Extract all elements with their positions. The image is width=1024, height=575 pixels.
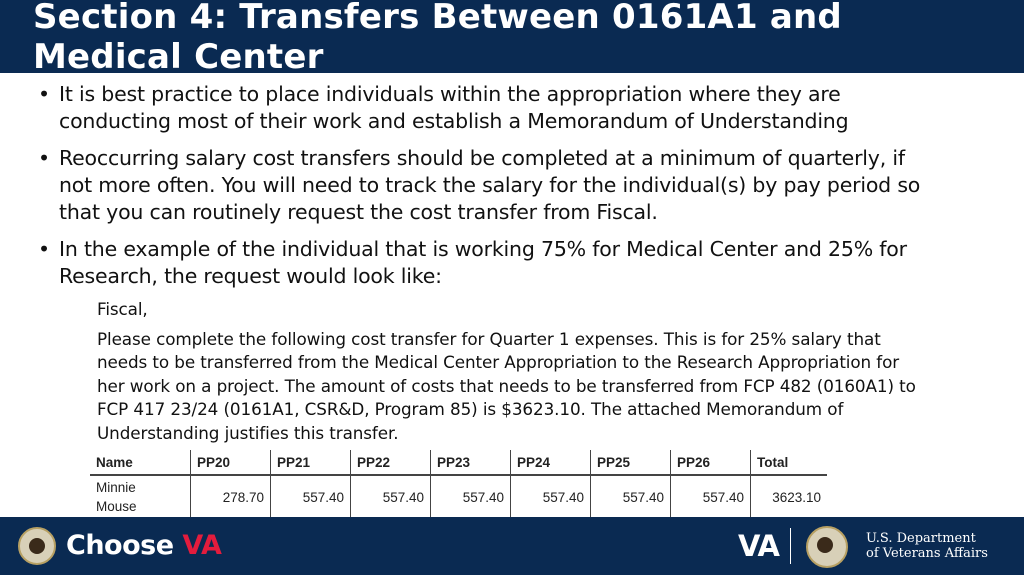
bullet-list bbox=[38, 81, 938, 300]
choose-va-text: VA bbox=[182, 530, 222, 561]
title-line-1: Section 4: Transfers Between 0161A1 and bbox=[33, 0, 842, 37]
page-title bbox=[33, 0, 842, 77]
cell-pp26: 557.40 bbox=[671, 475, 751, 518]
dept-line-2: of Veterans Affairs bbox=[866, 546, 988, 561]
col-pp24: PP24 bbox=[511, 450, 591, 475]
col-pp20: PP20 bbox=[191, 450, 271, 475]
dept-line-1: U.S. Department bbox=[866, 531, 976, 546]
col-name: Name bbox=[90, 450, 191, 475]
bullet-item: • It is best practice to place individuals within the appropriation where they are conducting most of their work and establish a Memorandum of Understanding bbox=[38, 81, 938, 135]
title-line-2: Medical Center bbox=[33, 37, 324, 77]
name-last: Mouse bbox=[96, 499, 137, 514]
cell-pp21: 557.40 bbox=[271, 475, 351, 518]
table-row bbox=[90, 475, 827, 518]
va-seal-icon bbox=[18, 527, 56, 565]
example-request bbox=[97, 298, 917, 451]
col-pp23: PP23 bbox=[431, 450, 511, 475]
bullet-item: • In the example of the individual that is working 75% for Medical Center and 25% for Research, the request would look like: bbox=[38, 236, 938, 290]
col-pp26: PP26 bbox=[671, 450, 751, 475]
pay-period-table bbox=[90, 450, 827, 518]
table-header-row bbox=[90, 450, 827, 475]
va-logo: VA bbox=[738, 529, 779, 563]
choose-text: Choose bbox=[66, 530, 183, 561]
cell-pp20: 278.70 bbox=[191, 475, 271, 518]
bullet-item: • Reoccurring salary cost transfers should be completed at a minimum of quarterly, if not more often. You will need to track the salary for the individual(s) by pay period so that you can routinely request the cost transfer from Fiscal. bbox=[38, 145, 938, 226]
col-total: Total bbox=[751, 450, 828, 475]
cell-pp25: 557.40 bbox=[591, 475, 671, 518]
cell-pp22: 557.40 bbox=[351, 475, 431, 518]
col-pp22: PP22 bbox=[351, 450, 431, 475]
cell-total: 3623.10 bbox=[751, 475, 828, 518]
name-first: Minnie bbox=[96, 480, 136, 495]
dept-name bbox=[866, 531, 988, 561]
va-seal-icon bbox=[806, 526, 848, 568]
col-pp25: PP25 bbox=[591, 450, 671, 475]
footer-divider bbox=[790, 528, 791, 564]
letter-body: Please complete the following cost transfer for Quarter 1 expenses. This is for 25% salary that needs to be transferred from the Medical Center Appropriation to the Research Appropriation for her work on a project. The amount of costs that needs to be transferred from FCP 482 (0160A1) to FCP 417 23/24 (0161A1, CSR&D, Program 85) is $3623.10. The attached Memorandum of Understanding justifies this transfer. bbox=[97, 328, 916, 443]
letter-salutation: Fiscal, bbox=[97, 299, 148, 319]
col-pp21: PP21 bbox=[271, 450, 351, 475]
cell-pp24: 557.40 bbox=[511, 475, 591, 518]
cell-pp23: 557.40 bbox=[431, 475, 511, 518]
choose-va-logo bbox=[66, 528, 221, 564]
cell-name bbox=[90, 475, 191, 518]
